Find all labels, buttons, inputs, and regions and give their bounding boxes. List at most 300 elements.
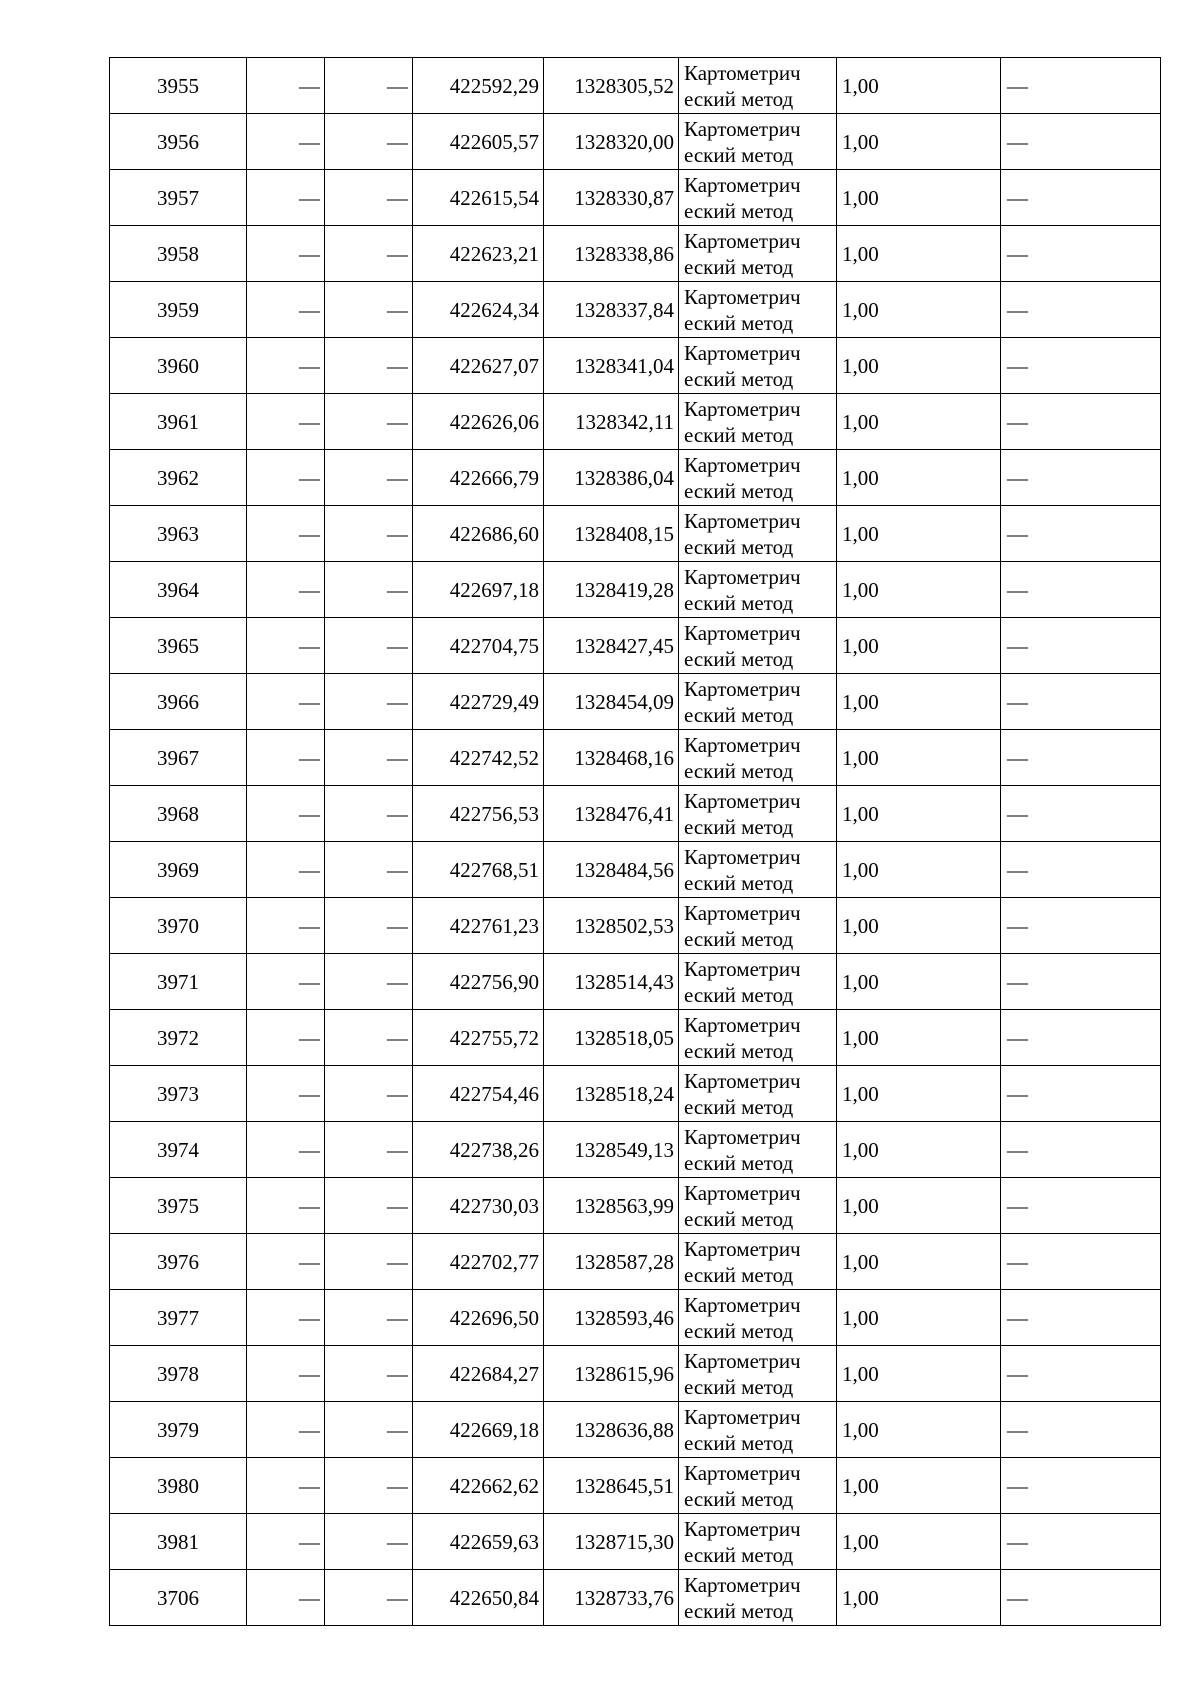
method-cell — [679, 954, 837, 1010]
table-row — [110, 282, 1161, 338]
x-coordinate-cell: 422729,49 — [413, 674, 544, 730]
table-row — [110, 1066, 1161, 1122]
method-text-line: еский метод — [684, 926, 794, 951]
method-text-line: Картометрич — [684, 1124, 801, 1149]
point-number-cell: 3965 — [110, 618, 247, 674]
dash-cell: — — [325, 338, 413, 394]
dash-cell: — — [247, 58, 325, 114]
dash-cell: — — [325, 730, 413, 786]
x-coordinate-cell: 422623,21 — [413, 226, 544, 282]
point-number-cell: 3959 — [110, 282, 247, 338]
accuracy-cell: 1,00 — [837, 114, 1001, 170]
table-row — [110, 1234, 1161, 1290]
accuracy-cell: 1,00 — [837, 1234, 1001, 1290]
accuracy-cell: 1,00 — [837, 1570, 1001, 1626]
dash-cell: — — [325, 58, 413, 114]
table-row — [110, 898, 1161, 954]
y-coordinate-cell: 1328514,43 — [544, 954, 679, 1010]
y-coordinate-cell: 1328518,05 — [544, 1010, 679, 1066]
dash-cell: — — [325, 954, 413, 1010]
method-cell — [679, 338, 837, 394]
x-coordinate-cell: 422738,26 — [413, 1122, 544, 1178]
accuracy-cell: 1,00 — [837, 506, 1001, 562]
dash-cell: — — [325, 1290, 413, 1346]
dash-cell: — — [1001, 1234, 1161, 1290]
point-number-cell: 3978 — [110, 1346, 247, 1402]
method-cell — [679, 1234, 837, 1290]
dash-cell: — — [247, 1402, 325, 1458]
table-row — [110, 170, 1161, 226]
dash-cell: — — [1001, 1458, 1161, 1514]
method-cell — [679, 114, 837, 170]
dash-cell: — — [1001, 58, 1161, 114]
dash-cell: — — [1001, 674, 1161, 730]
method-text-line: Картометрич — [684, 116, 801, 141]
method-cell — [679, 1570, 837, 1626]
dash-cell: — — [325, 1402, 413, 1458]
dash-cell: — — [247, 1010, 325, 1066]
accuracy-cell: 1,00 — [837, 730, 1001, 786]
point-number-cell: 3964 — [110, 562, 247, 618]
dash-cell: — — [325, 282, 413, 338]
method-text-line: еский метод — [684, 86, 794, 111]
dash-cell: — — [325, 114, 413, 170]
table-body — [110, 58, 1161, 1626]
dash-cell: — — [1001, 898, 1161, 954]
method-text-line: еский метод — [684, 1542, 794, 1567]
dash-cell: — — [1001, 954, 1161, 1010]
method-text-line: еский метод — [684, 1318, 794, 1343]
dash-cell: — — [325, 786, 413, 842]
dash-cell: — — [247, 506, 325, 562]
accuracy-cell: 1,00 — [837, 898, 1001, 954]
method-text-line: Картометрич — [684, 1516, 801, 1541]
method-text-line: Картометрич — [684, 900, 801, 925]
point-number-cell: 3970 — [110, 898, 247, 954]
dash-cell: — — [247, 1346, 325, 1402]
method-text-line: Картометрич — [684, 788, 801, 813]
x-coordinate-cell: 422755,72 — [413, 1010, 544, 1066]
table-row — [110, 674, 1161, 730]
dash-cell: — — [247, 282, 325, 338]
accuracy-cell: 1,00 — [837, 1010, 1001, 1066]
point-number-cell: 3957 — [110, 170, 247, 226]
table-row — [110, 506, 1161, 562]
table-row — [110, 338, 1161, 394]
method-text-line: Картометрич — [684, 228, 801, 253]
accuracy-cell: 1,00 — [837, 58, 1001, 114]
dash-cell: — — [247, 394, 325, 450]
method-text-line: еский метод — [684, 198, 794, 223]
x-coordinate-cell: 422624,34 — [413, 282, 544, 338]
dash-cell: — — [325, 1458, 413, 1514]
method-text-line: еский метод — [684, 646, 794, 671]
dash-cell: — — [1001, 1010, 1161, 1066]
dash-cell: — — [1001, 226, 1161, 282]
method-text-line: еский метод — [684, 1486, 794, 1511]
dash-cell: — — [247, 562, 325, 618]
method-cell — [679, 58, 837, 114]
method-text-line: еский метод — [684, 478, 794, 503]
dash-cell: — — [1001, 1290, 1161, 1346]
dash-cell: — — [247, 1514, 325, 1570]
method-cell — [679, 282, 837, 338]
dash-cell: — — [1001, 786, 1161, 842]
method-cell — [679, 618, 837, 674]
accuracy-cell: 1,00 — [837, 1290, 1001, 1346]
table-row — [110, 1290, 1161, 1346]
table-row — [110, 786, 1161, 842]
method-text-line: Картометрич — [684, 1404, 801, 1429]
method-text-line: еский метод — [684, 366, 794, 391]
dash-cell: — — [247, 338, 325, 394]
table-row — [110, 1010, 1161, 1066]
dash-cell: — — [325, 898, 413, 954]
method-cell — [679, 1346, 837, 1402]
point-number-cell: 3961 — [110, 394, 247, 450]
dash-cell: — — [1001, 1178, 1161, 1234]
point-number-cell: 3956 — [110, 114, 247, 170]
method-text-line: Картометрич — [684, 1180, 801, 1205]
accuracy-cell: 1,00 — [837, 1122, 1001, 1178]
dash-cell: — — [1001, 1066, 1161, 1122]
x-coordinate-cell: 422742,52 — [413, 730, 544, 786]
dash-cell: — — [247, 730, 325, 786]
method-text-line: Картометрич — [684, 452, 801, 477]
dash-cell: — — [325, 842, 413, 898]
method-cell — [679, 1514, 837, 1570]
y-coordinate-cell: 1328337,84 — [544, 282, 679, 338]
dash-cell: — — [1001, 1514, 1161, 1570]
x-coordinate-cell: 422669,18 — [413, 1402, 544, 1458]
dash-cell: — — [1001, 170, 1161, 226]
y-coordinate-cell: 1328341,04 — [544, 338, 679, 394]
dash-cell: — — [325, 1122, 413, 1178]
method-text-line: Картометрич — [684, 844, 801, 869]
y-coordinate-cell: 1328587,28 — [544, 1234, 679, 1290]
dash-cell: — — [247, 1234, 325, 1290]
table-row — [110, 1346, 1161, 1402]
dash-cell: — — [325, 1010, 413, 1066]
dash-cell: — — [247, 1458, 325, 1514]
point-number-cell: 3972 — [110, 1010, 247, 1066]
method-text-line: Картометрич — [684, 1572, 801, 1597]
x-coordinate-cell: 422686,60 — [413, 506, 544, 562]
method-text-line: еский метод — [684, 1262, 794, 1287]
method-cell — [679, 226, 837, 282]
dash-cell: — — [325, 1570, 413, 1626]
accuracy-cell: 1,00 — [837, 1402, 1001, 1458]
table-row — [110, 1178, 1161, 1234]
y-coordinate-cell: 1328733,76 — [544, 1570, 679, 1626]
point-number-cell: 3966 — [110, 674, 247, 730]
x-coordinate-cell: 422768,51 — [413, 842, 544, 898]
dash-cell: — — [247, 1290, 325, 1346]
accuracy-cell: 1,00 — [837, 618, 1001, 674]
accuracy-cell: 1,00 — [837, 562, 1001, 618]
method-text-line: Картометрич — [684, 1236, 801, 1261]
x-coordinate-cell: 422650,84 — [413, 1570, 544, 1626]
table-row — [110, 1570, 1161, 1626]
dash-cell: — — [325, 1514, 413, 1570]
point-number-cell: 3979 — [110, 1402, 247, 1458]
accuracy-cell: 1,00 — [837, 226, 1001, 282]
dash-cell: — — [247, 1066, 325, 1122]
accuracy-cell: 1,00 — [837, 450, 1001, 506]
accuracy-cell: 1,00 — [837, 1346, 1001, 1402]
table-row — [110, 954, 1161, 1010]
y-coordinate-cell: 1328408,15 — [544, 506, 679, 562]
dash-cell: — — [1001, 730, 1161, 786]
dash-cell: — — [325, 450, 413, 506]
x-coordinate-cell: 422704,75 — [413, 618, 544, 674]
table-row — [110, 842, 1161, 898]
table-row — [110, 730, 1161, 786]
table-row — [110, 1458, 1161, 1514]
dash-cell: — — [247, 674, 325, 730]
accuracy-cell: 1,00 — [837, 170, 1001, 226]
method-text-line: Картометрич — [684, 1460, 801, 1485]
method-text-line: Картометрич — [684, 508, 801, 533]
method-text-line: еский метод — [684, 1206, 794, 1231]
method-text-line: Картометрич — [684, 1012, 801, 1037]
method-text-line: Картометрич — [684, 1348, 801, 1373]
point-number-cell: 3968 — [110, 786, 247, 842]
y-coordinate-cell: 1328305,52 — [544, 58, 679, 114]
y-coordinate-cell: 1328615,96 — [544, 1346, 679, 1402]
x-coordinate-cell: 422626,06 — [413, 394, 544, 450]
dash-cell: — — [247, 842, 325, 898]
dash-cell: — — [1001, 338, 1161, 394]
method-cell — [679, 1178, 837, 1234]
accuracy-cell: 1,00 — [837, 1514, 1001, 1570]
table-row — [110, 562, 1161, 618]
method-cell — [679, 1290, 837, 1346]
method-cell — [679, 1122, 837, 1178]
point-number-cell: 3962 — [110, 450, 247, 506]
dash-cell: — — [247, 898, 325, 954]
method-cell — [679, 674, 837, 730]
dash-cell: — — [325, 1346, 413, 1402]
dash-cell: — — [1001, 842, 1161, 898]
method-cell — [679, 1458, 837, 1514]
dash-cell: — — [1001, 562, 1161, 618]
y-coordinate-cell: 1328484,56 — [544, 842, 679, 898]
method-text-line: еский метод — [684, 142, 794, 167]
method-text-line: еский метод — [684, 1038, 794, 1063]
dash-cell: — — [325, 1234, 413, 1290]
point-number-cell: 3958 — [110, 226, 247, 282]
accuracy-cell: 1,00 — [837, 394, 1001, 450]
dash-cell: — — [1001, 394, 1161, 450]
table-row — [110, 1402, 1161, 1458]
dash-cell: — — [247, 450, 325, 506]
dash-cell: — — [1001, 1346, 1161, 1402]
dash-cell: — — [247, 618, 325, 674]
accuracy-cell: 1,00 — [837, 954, 1001, 1010]
method-text-line: еский метод — [684, 1598, 794, 1623]
y-coordinate-cell: 1328593,46 — [544, 1290, 679, 1346]
y-coordinate-cell: 1328645,51 — [544, 1458, 679, 1514]
method-text-line: еский метод — [684, 1150, 794, 1175]
dash-cell: — — [1001, 282, 1161, 338]
point-number-cell: 3706 — [110, 1570, 247, 1626]
method-text-line: Картометрич — [684, 956, 801, 981]
y-coordinate-cell: 1328636,88 — [544, 1402, 679, 1458]
dash-cell: — — [247, 1122, 325, 1178]
method-text-line: Картометрич — [684, 620, 801, 645]
dash-cell: — — [1001, 618, 1161, 674]
table-row — [110, 1514, 1161, 1570]
method-text-line: еский метод — [684, 814, 794, 839]
dash-cell: — — [1001, 114, 1161, 170]
method-text-line: Картометрич — [684, 340, 801, 365]
dash-cell: — — [1001, 1570, 1161, 1626]
method-text-line: Картометрич — [684, 564, 801, 589]
point-number-cell: 3981 — [110, 1514, 247, 1570]
x-coordinate-cell: 422592,29 — [413, 58, 544, 114]
x-coordinate-cell: 422756,53 — [413, 786, 544, 842]
dash-cell: — — [1001, 1122, 1161, 1178]
method-text-line: еский метод — [684, 1430, 794, 1455]
y-coordinate-cell: 1328342,11 — [544, 394, 679, 450]
method-text-line: еский метод — [684, 254, 794, 279]
method-text-line: еский метод — [684, 870, 794, 895]
dash-cell: — — [325, 1178, 413, 1234]
dash-cell: — — [325, 618, 413, 674]
point-number-cell: 3980 — [110, 1458, 247, 1514]
method-text-line: еский метод — [684, 422, 794, 447]
method-cell — [679, 730, 837, 786]
method-cell — [679, 1402, 837, 1458]
point-number-cell: 3971 — [110, 954, 247, 1010]
dash-cell: — — [247, 954, 325, 1010]
x-coordinate-cell: 422666,79 — [413, 450, 544, 506]
x-coordinate-cell: 422730,03 — [413, 1178, 544, 1234]
dash-cell: — — [325, 394, 413, 450]
point-number-cell: 3960 — [110, 338, 247, 394]
dash-cell: — — [325, 170, 413, 226]
y-coordinate-cell: 1328563,99 — [544, 1178, 679, 1234]
point-number-cell: 3967 — [110, 730, 247, 786]
method-text-line: Картометрич — [684, 1068, 801, 1093]
method-text-line: еский метод — [684, 1374, 794, 1399]
accuracy-cell: 1,00 — [837, 282, 1001, 338]
dash-cell: — — [247, 170, 325, 226]
y-coordinate-cell: 1328518,24 — [544, 1066, 679, 1122]
x-coordinate-cell: 422754,46 — [413, 1066, 544, 1122]
method-text-line: Картометрич — [684, 172, 801, 197]
y-coordinate-cell: 1328549,13 — [544, 1122, 679, 1178]
method-cell — [679, 1066, 837, 1122]
table-row — [110, 1122, 1161, 1178]
accuracy-cell: 1,00 — [837, 674, 1001, 730]
table-row — [110, 226, 1161, 282]
x-coordinate-cell: 422615,54 — [413, 170, 544, 226]
x-coordinate-cell: 422684,27 — [413, 1346, 544, 1402]
table-row — [110, 394, 1161, 450]
method-text-line: еский метод — [684, 534, 794, 559]
method-text-line: Картометрич — [684, 676, 801, 701]
method-text-line: Картометрич — [684, 396, 801, 421]
dash-cell: — — [325, 506, 413, 562]
y-coordinate-cell: 1328427,45 — [544, 618, 679, 674]
dash-cell: — — [247, 226, 325, 282]
method-text-line: еский метод — [684, 1094, 794, 1119]
dash-cell: — — [325, 226, 413, 282]
method-text-line: Картометрич — [684, 60, 801, 85]
table-row — [110, 450, 1161, 506]
dash-cell: — — [325, 674, 413, 730]
x-coordinate-cell: 422659,63 — [413, 1514, 544, 1570]
table-row — [110, 58, 1161, 114]
x-coordinate-cell: 422702,77 — [413, 1234, 544, 1290]
method-cell — [679, 898, 837, 954]
y-coordinate-cell: 1328715,30 — [544, 1514, 679, 1570]
method-cell — [679, 1010, 837, 1066]
dash-cell: — — [325, 1066, 413, 1122]
accuracy-cell: 1,00 — [837, 1066, 1001, 1122]
x-coordinate-cell: 422756,90 — [413, 954, 544, 1010]
dash-cell: — — [247, 114, 325, 170]
point-number-cell: 3975 — [110, 1178, 247, 1234]
method-text-line: Картометрич — [684, 732, 801, 757]
method-text-line: еский метод — [684, 758, 794, 783]
y-coordinate-cell: 1328386,04 — [544, 450, 679, 506]
y-coordinate-cell: 1328419,28 — [544, 562, 679, 618]
x-coordinate-cell: 422627,07 — [413, 338, 544, 394]
dash-cell: — — [325, 562, 413, 618]
y-coordinate-cell: 1328320,00 — [544, 114, 679, 170]
method-cell — [679, 506, 837, 562]
point-number-cell: 3974 — [110, 1122, 247, 1178]
accuracy-cell: 1,00 — [837, 338, 1001, 394]
method-text-line: еский метод — [684, 702, 794, 727]
x-coordinate-cell: 422761,23 — [413, 898, 544, 954]
point-number-cell: 3963 — [110, 506, 247, 562]
point-number-cell: 3973 — [110, 1066, 247, 1122]
point-number-cell: 3969 — [110, 842, 247, 898]
dash-cell: — — [1001, 450, 1161, 506]
method-cell — [679, 562, 837, 618]
accuracy-cell: 1,00 — [837, 842, 1001, 898]
y-coordinate-cell: 1328330,87 — [544, 170, 679, 226]
x-coordinate-cell: 422697,18 — [413, 562, 544, 618]
method-cell — [679, 450, 837, 506]
method-cell — [679, 842, 837, 898]
method-text-line: Картометрич — [684, 1292, 801, 1317]
y-coordinate-cell: 1328454,09 — [544, 674, 679, 730]
y-coordinate-cell: 1328468,16 — [544, 730, 679, 786]
dash-cell: — — [1001, 506, 1161, 562]
table-row — [110, 618, 1161, 674]
y-coordinate-cell: 1328502,53 — [544, 898, 679, 954]
y-coordinate-cell: 1328338,86 — [544, 226, 679, 282]
y-coordinate-cell: 1328476,41 — [544, 786, 679, 842]
x-coordinate-cell: 422605,57 — [413, 114, 544, 170]
method-text-line: еский метод — [684, 590, 794, 615]
point-number-cell: 3955 — [110, 58, 247, 114]
dash-cell: — — [247, 1178, 325, 1234]
x-coordinate-cell: 422662,62 — [413, 1458, 544, 1514]
x-coordinate-cell: 422696,50 — [413, 1290, 544, 1346]
dash-cell: — — [247, 786, 325, 842]
accuracy-cell: 1,00 — [837, 786, 1001, 842]
method-cell — [679, 170, 837, 226]
accuracy-cell: 1,00 — [837, 1458, 1001, 1514]
method-text-line: Картометрич — [684, 284, 801, 309]
method-text-line: еский метод — [684, 310, 794, 335]
